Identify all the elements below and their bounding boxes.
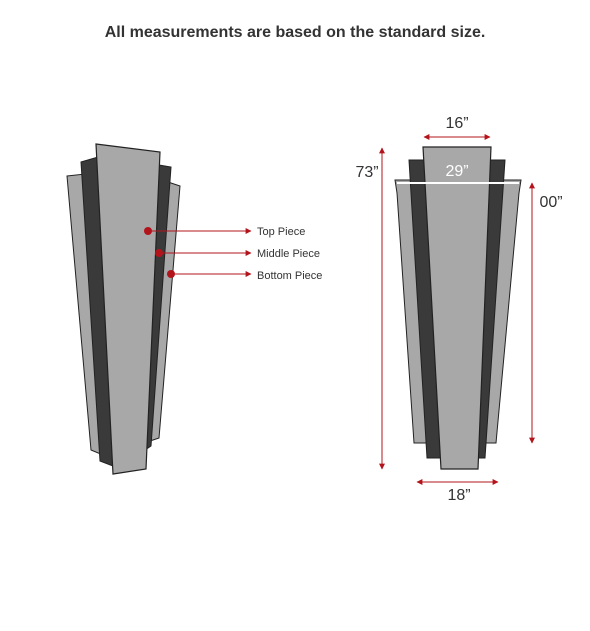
bottom-width-label: 18” xyxy=(447,487,471,504)
top-piece-label: Top Piece xyxy=(257,226,306,238)
page-title: All measurements are based on the standard size. xyxy=(104,24,486,41)
top-width-label: 16” xyxy=(445,115,469,132)
side-height-label: 00” xyxy=(539,194,563,211)
middle-piece-label: Middle Piece xyxy=(257,248,320,260)
middle-width-label: 29” xyxy=(445,163,469,180)
perspective-view xyxy=(67,144,180,474)
front-view xyxy=(395,147,521,469)
bottom-piece-label: Bottom Piece xyxy=(257,270,323,282)
total-height-label: 73” xyxy=(355,164,379,181)
